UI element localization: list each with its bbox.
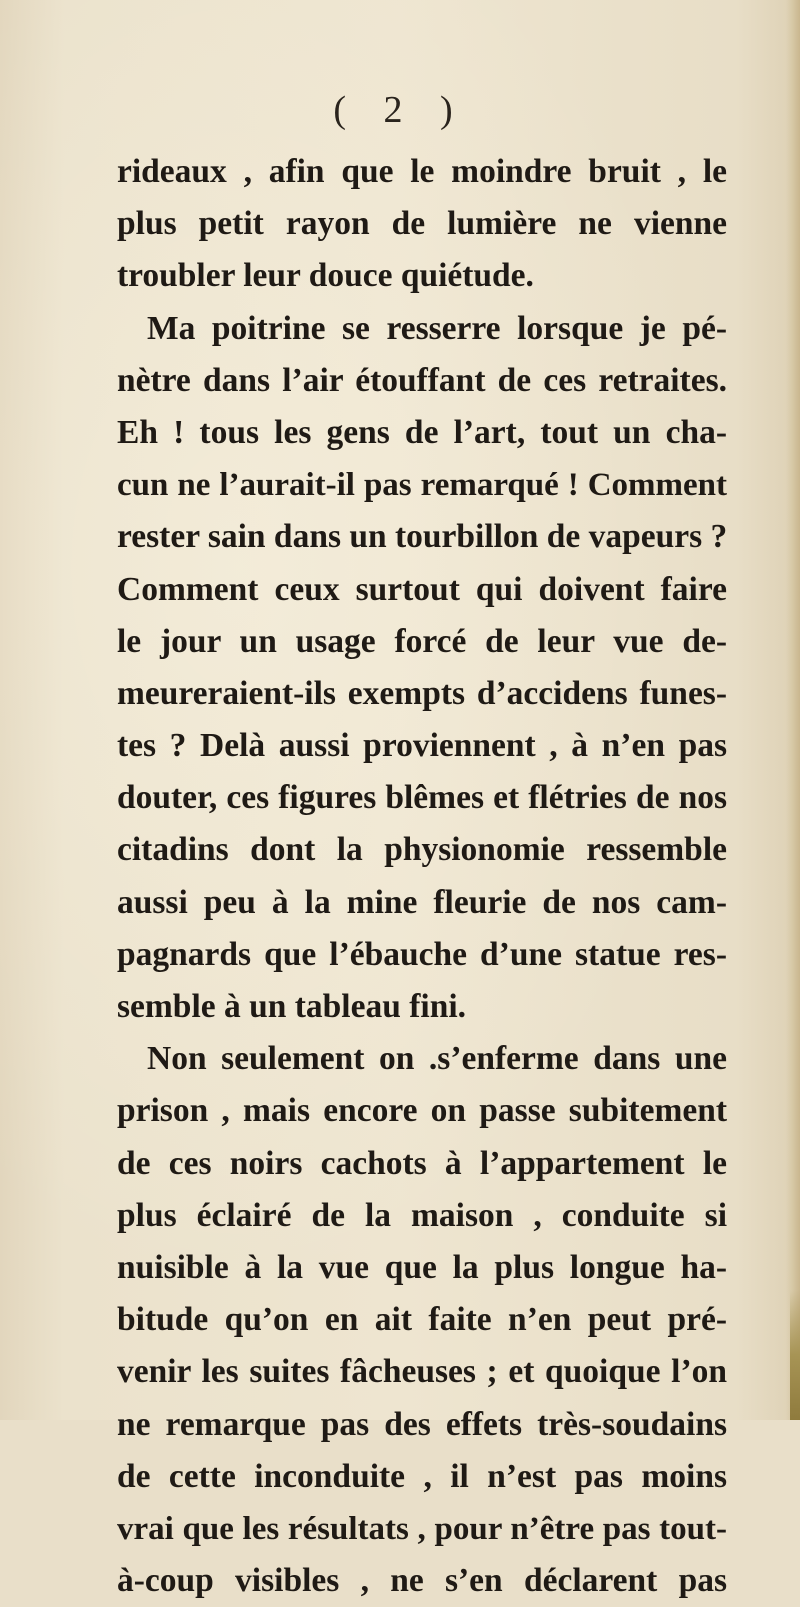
text-line: de ces noirs cachots à l’appartement le	[117, 1144, 727, 1182]
text-line: plus éclairé de la maison , conduite si	[117, 1196, 727, 1234]
text-line: meureraient-ils exempts d’accidens funes-	[117, 674, 727, 712]
text-line: troubler leur douce quiétude.	[117, 257, 534, 295]
text-line: Non seulement on .s’enferme dans une	[147, 1040, 727, 1078]
text-line: Ma poitrine se resserre lorsque je pé-	[147, 309, 727, 347]
text-line: le jour un usage forcé de leur vue de-	[117, 622, 727, 660]
text-line: tes ? Delà aussi proviennent , à n’en pas	[117, 727, 727, 765]
page-edge	[786, 0, 800, 1420]
text-line: ne remarque pas des effets très-soudains	[117, 1405, 727, 1443]
text-line: rester sain dans un tourbillon de vapeurs ?	[117, 518, 728, 556]
text-line: vrai que les résultats , pour n’être pas tout-	[117, 1510, 727, 1547]
text-line: semble à un tableau fini.	[117, 988, 467, 1025]
text-line: venir les suites fâcheuses ; et quoique l’on	[117, 1353, 727, 1391]
text-line: nuisible à la vue que la plus longue ha-	[117, 1248, 727, 1286]
text-line: Eh ! tous les gens de l’art, tout un cha-	[117, 413, 727, 451]
text-line: prison , mais encore on passe subitement	[117, 1092, 727, 1130]
text-line: aussi peu à la mine fleurie de nos cam-	[117, 883, 727, 921]
text-line: douter, ces figures blêmes et flétries de nos	[117, 779, 727, 817]
text-line: rideaux , afin que le moindre bruit , le	[117, 153, 727, 190]
text-line: Comment ceux surtout qui doivent faire	[117, 570, 727, 608]
text-line: de cette inconduite , il n’est pas moins	[117, 1457, 727, 1495]
text-line: à-coup visibles , ne s’en déclarent pas	[117, 1562, 727, 1600]
body-text	[117, 146, 727, 1607]
text-line: cun ne l’aurait-il pas remarqué ! Comment	[117, 467, 727, 504]
text-line: pagnards que l’ébauche d’une statue res-	[117, 935, 727, 973]
text-line: bitude qu’on en ait faite n’en peut pré-	[117, 1301, 727, 1339]
text-line: plus petit rayon de lumière ne vienne	[117, 205, 727, 243]
text-line: nètre dans l’air étouffant de ces retraites.	[117, 361, 727, 399]
text-line: citadins dont la physionomie ressemble	[117, 831, 727, 869]
page-edge-stain	[790, 1290, 800, 1420]
page-number: ( 2 )	[333, 89, 467, 131]
